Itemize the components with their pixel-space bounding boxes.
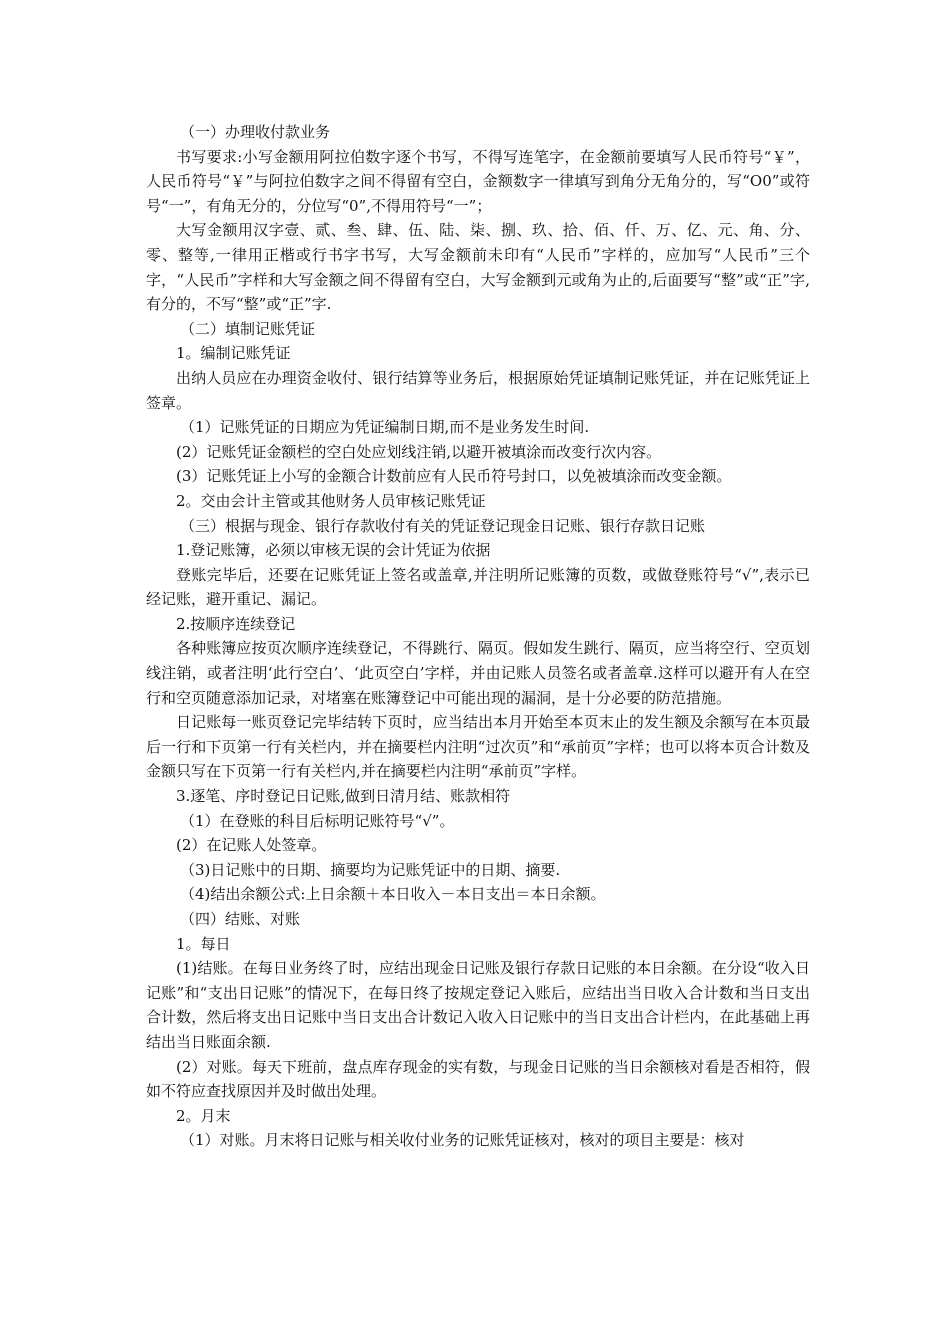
list-item: （1）记账凭证的日期应为凭证编制日期,而不是业务发生时间.	[180, 418, 590, 437]
paragraph: (2）对账。每天下班前，盘点库存现金的实有数，与现金日记账的当日余额核对看是否相符，假如不符应查找原因并及时做出处理。	[146, 1057, 810, 1101]
document-body	[146, 120, 810, 1153]
list-item: (2）在记账人处签章。	[176, 836, 327, 855]
paragraph: (1)结账。在每日业务终了时，应结出现金日记账及银行存款日记账的本日余额。在分设“收入日记账”和“支出日记账”的情况下，在每日终了按规定登记入账后，应结出当日收入合计数和当日支出合计数，然后将支出日记账中当日支出合计数记入收入日记账中的当日支出合计栏内，在此基础上再结出当日账面余额.	[146, 959, 810, 1051]
paragraph: 登账完毕后，还要在记账凭证上签名或盖章,并注明所记账簿的页数，或做登账符号“√”,表示已经记账，避开重记、漏记。	[146, 565, 810, 609]
section-heading-1: （一）办理收付款业务	[180, 123, 331, 141]
list-item: （4)结出余额公式:上日余额＋本日收入－本日支出＝本日余额。	[180, 885, 606, 904]
subheading: 3.逐笔、序时登记日记账,做到日清月结、账款相符	[176, 787, 511, 806]
subheading: 1。编制记账凭证	[176, 344, 291, 363]
paragraph: 大写金额用汉字壹、贰、叁、肆、伍、陆、柒、捌、玖、拾、佰、仟、万、亿、元、角、分、零、整等,一律用正楷或行书字书写，大写金额前未印有“人民币”字样的，应加写“人民币”三个字，“人民币”字样和大写金额之间不得留有空白，大写金额到元或角为止的,后面要写“整”或“正”字,有分的，不写“整”或“正”字.	[146, 221, 810, 314]
subheading: 1.登记账簿，必须以审核无误的会计凭证为依据	[176, 541, 491, 560]
paragraph: 各种账簿应按页次顺序连续登记，不得跳行、隔页。假如发生跳行、隔页，应当将空行、空页划线注销，或者注明‘此行空白’、‘此页空白’字样，并由记账人员签名或者盖章.这样可以避开有人在空行和空页随意添加记录，对堵塞在账簿登记中可能出现的漏洞，是十分必要的防范措施。	[146, 639, 810, 707]
subheading: 2.按顺序连续登记	[176, 614, 296, 633]
paragraph: 出纳人员应在办理资金收付、银行结算等业务后，根据原始凭证填制记账凭证，并在记账凭证上签章。	[146, 368, 810, 412]
list-item: (2）记账凭证金额栏的空白处应划线注销,以避开被填涂而改变行次内容。	[176, 442, 662, 461]
subheading: 2。月末	[176, 1106, 231, 1125]
section-heading-4: （四）结账、对账	[180, 910, 301, 928]
paragraph: （1）对账。月末将日记账与相关收付业务的记账凭证核对，核对的项目主要是：核对	[180, 1131, 745, 1150]
section-heading-2: （二）填制记账凭证	[180, 319, 316, 338]
subheading: 2。交由会计主管或其他财务人员审核记账凭证	[176, 491, 486, 510]
subheading: 1。每日	[176, 934, 231, 953]
list-item: （3)日记账中的日期、摘要均为记账凭证中的日期、摘要.	[180, 860, 561, 879]
paragraph: 日记账每一账页登记完毕结转下页时，应当结出本月开始至本页末止的发生额及余额写在本页最后一行和下页第一行有关栏内，并在摘要栏内注明“过次页”和“承前页”字样；也可以将本页合计数及金额只写在下页第一行有关栏内,并在摘要栏内注明“承前页”字样。	[146, 713, 810, 781]
list-item: (3）记账凭证上小写的金额合计数前应有人民币符号封口，以免被填涂而改变金额。	[176, 467, 732, 486]
list-item: （1）在登账的科目后标明记账符号“√”。	[180, 811, 455, 830]
paragraph: 书写要求:小写金额用阿拉伯数字逐个书写，不得写连笔字，在金额前要填写人民币符号“￥”，人民币符号“￥”与阿拉伯数字之间不得留有空白，金额数字一律填写到角分无角分的，写“O0”或符号“一”，有角无分的，分位写“0”,不得用符号“一”；	[146, 147, 810, 215]
section-heading-3: （三）根据与现金、银行存款收付有关的凭证登记现金日记账、银行存款日记账	[180, 516, 706, 535]
